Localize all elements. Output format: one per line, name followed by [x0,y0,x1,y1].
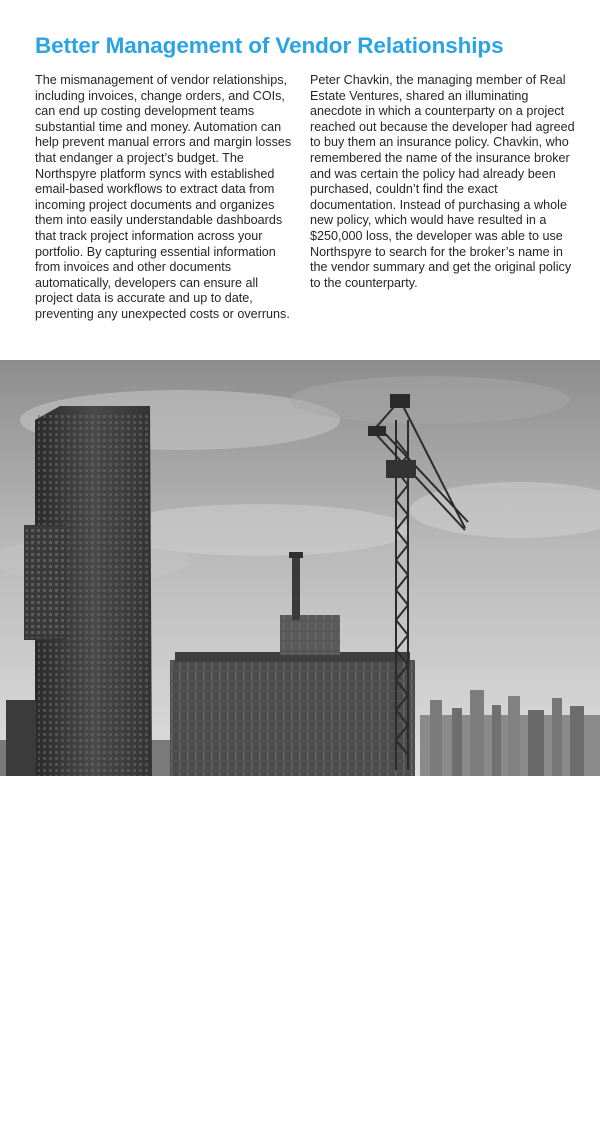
construction-photo [0,360,600,1125]
page-number: 23 [8,1110,23,1125]
body-column-left: The mismanagement of vendor relationships, including invoices, change orders, and COIs, can end up costing development teams substantial time and money. Automation can help prevent manual errors and margin losses that endanger a project’s budget. The Northspyre platform syncs with established email-based workflows to extract data from incoming project documents and organizes them into easily understandable dashboards that track project information across your portfolio. By capturing essential information from invoices and other documents automatically, developers can ensure all project data is accurate and up to date, preventing any unexpected costs or overruns. [35,73,292,321]
body-column-right: Peter Chavkin, the managing member of Real Estate Ventures, shared an illuminating anecdote in which a counterparty on a project reached out because the developer had agreed to buy them an insurance policy. Chavkin, who remembered the name of the insurance broker and was certain the policy had already been purchased, couldn’t find the exact documentation. Instead of purchasing a whole new policy, which would have resulted in a $250,000 loss, the developer was able to use Northspyre to search for the broker’s name in the vendor summary and get the original policy to the counterparty. [310,73,575,290]
page-title: Better Management of Vendor Relationships [35,33,504,58]
